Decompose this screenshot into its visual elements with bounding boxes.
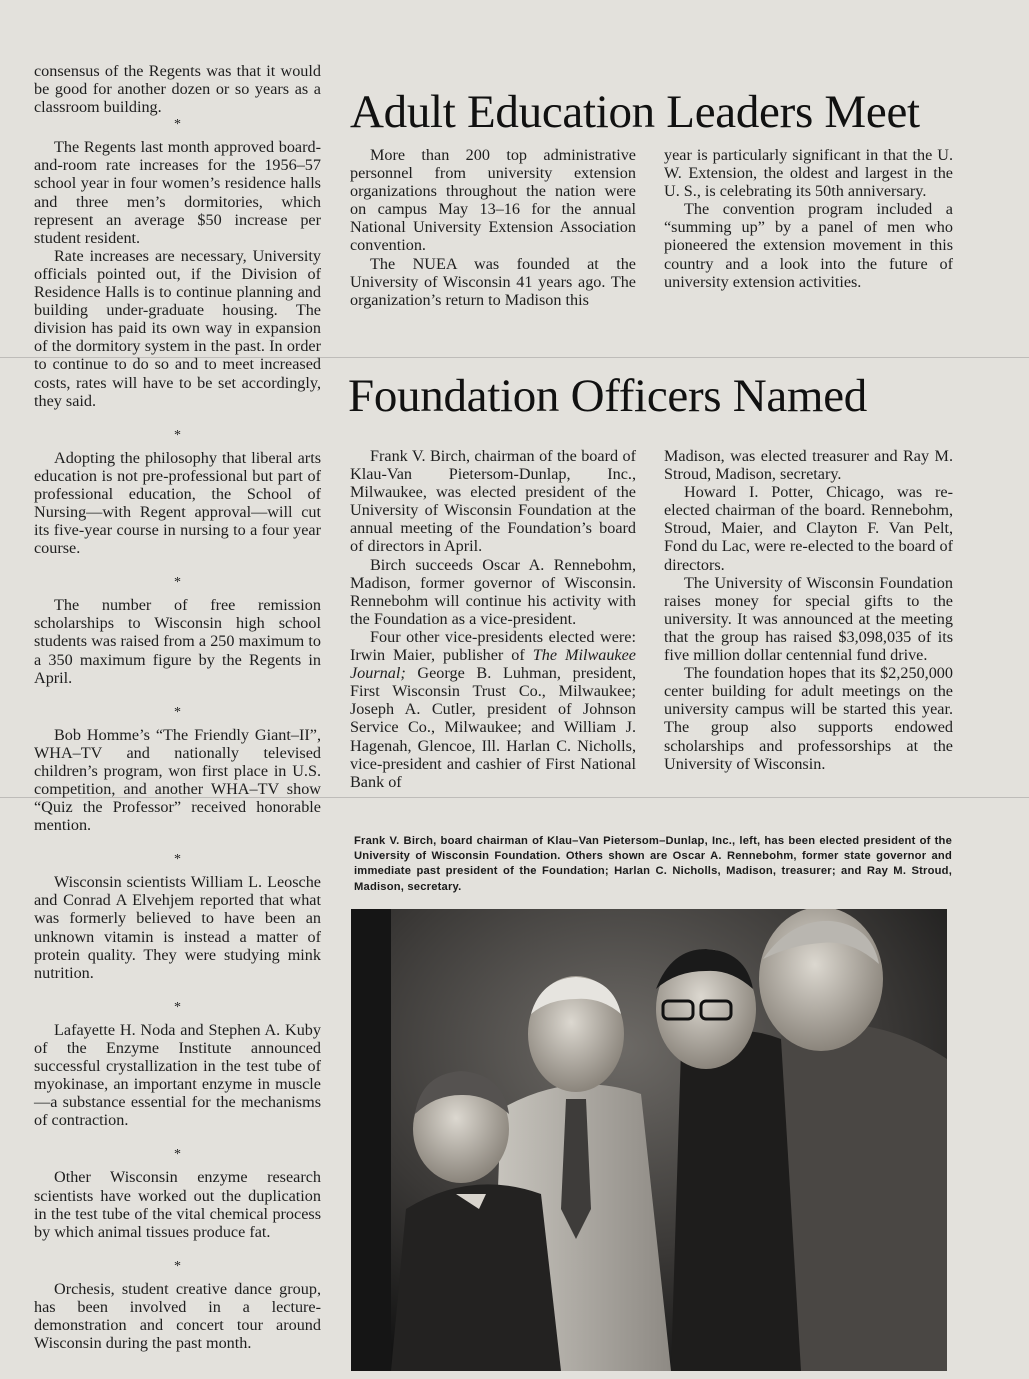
section-separator: * xyxy=(174,1147,181,1163)
news-brief: Adopting the philosophy that liberal arts education is not pre-professional but part of professional education, the School of Nursing—with Regent approval—will cut its five-year course in nursing to a four year course. xyxy=(34,448,321,558)
foundation-article-col1 xyxy=(350,447,636,791)
paragraph: The foundation hopes that its $2,250,000 center building for adult meetings on the university campus will be started this year. The group also supports endowed scholarships and professorships at the University of Wisconsin. xyxy=(664,664,953,773)
section-separator: * xyxy=(174,1258,181,1274)
paragraph: The convention program included a “summing up” by a panel of men who pioneered the extension movement in this country and a look into the future of university extension activities. xyxy=(664,200,953,291)
headline-adult-education: Adult Education Leaders Meet xyxy=(350,86,920,138)
news-brief: Orchesis, student creative dance group, has been involved in a lecture-demonstration and concert tour around Wisconsin during the past month. xyxy=(34,1279,321,1353)
paragraph: Frank V. Birch, chairman of the board of Klau-Van Pietersom-Dunlap, Inc., Milwaukee, was elected president of the University of Wisconsin Foundation at the annual meeting of the Foundation’s board of directors in April. xyxy=(350,447,636,556)
paragraph xyxy=(350,628,636,791)
foundation-article-col2 xyxy=(664,447,953,773)
news-brief: Rate increases are necessary, University officials pointed out, if the Division of Residence Halls is to continue planning and building under-graduate housing. The division has paid its own way in expansion of the dormitory system in the past. In order to continue to do so and to meet increased costs, rates will have to be set accordingly, they said. xyxy=(34,246,321,410)
paragraph: Birch succeeds Oscar A. Rennebohm, Madison, former governor of Wisconsin. Rennebohm will continue his activity with the Foundation as a vice-president. xyxy=(350,555,636,628)
news-brief: The number of free remission scholarships to Wisconsin high school students was raised from a 250 maximum to a 350 maximum figure by the Regents in April. xyxy=(34,596,321,687)
section-separator: * xyxy=(174,427,181,443)
paragraph: The NUEA was founded at the University of Wisconsin 41 years ago. The organization’s return to Madison this xyxy=(350,254,636,309)
news-brief: Wisconsin scientists William L. Leosche and Conrad A Elvehjem reported that what was formerly believed to have been an unknown vitamin is instead a matter of protein quality. They were studying mink nutrition. xyxy=(34,873,321,982)
headline-foundation-officers: Foundation Officers Named xyxy=(348,370,867,422)
news-brief: Lafayette H. Noda and Stephen A. Kuby of the Enzyme Institute announced successful crystallization in the test tube of myokinase, an important enzyme in muscle—a substance essential for the mechanisms of contraction. xyxy=(34,1020,321,1130)
text-run: Four other vice-presidents elected were: Irwin Maier, publisher of xyxy=(350,627,636,665)
section-separator: * xyxy=(174,704,181,720)
news-brief: Bob Homme’s “The Friendly Giant–II”, WHA–TV and nationally televised children’s program, won first place in U.S. competition, and another WHA–TV show “Quiz the Professor” received honorable mention. xyxy=(34,725,321,835)
news-brief: Other Wisconsin enzyme research scientists have worked out the duplication in the test tube of the vital chemical process by which animal tissues produce fat. xyxy=(34,1168,321,1241)
publication-title: The Milwaukee Journal; xyxy=(350,646,636,683)
group-photo xyxy=(351,909,947,1371)
paragraph: More than 200 top administrative personnel from university extension organizations throughout the nation were on campus May 13–16 for the annual National University Extension Association convention. xyxy=(350,146,636,255)
paragraph: year is particularly significant in that the U. W. Extension, the oldest and largest in the U. S., is celebrating its 50th anniversary. xyxy=(664,146,953,201)
news-brief: consensus of the Regents was that it would be good for another dozen or so years as a classroom building. xyxy=(34,62,321,117)
photo-illustration xyxy=(351,909,947,1371)
photo-caption: Frank V. Birch, board chairman of Klau–Van Pietersom–Dunlap, Inc., left, has been elected president of the University of Wisconsin Foundation. Others shown are Oscar A. Rennebohm, former state governor and immediate past president of the Foundation; Harlan C. Nicholls, Madison, treasurer; and Ray M. Stroud, Madison, secretary. xyxy=(354,835,952,893)
section-separator: * xyxy=(174,999,181,1015)
section-separator: * xyxy=(174,852,181,868)
adult-article-col2 xyxy=(664,146,953,291)
paragraph: The University of Wisconsin Foundation raises money for special gifts to the university. It was announced at the meeting that the group has raised $3,098,035 of its five million dollar centennial fund drive. xyxy=(664,573,953,665)
section-separator: * xyxy=(174,575,181,591)
paragraph: Madison, was elected treasurer and Ray M. Stroud, Madison, secretary. xyxy=(664,447,953,484)
section-separator: * xyxy=(174,117,181,133)
news-briefs-column xyxy=(34,62,321,1352)
adult-article-col1 xyxy=(350,146,636,309)
text-run: George B. Luhman, president, First Wisconsin Trust Co., Milwaukee; Joseph A. Cutler, president of Johnson Service Co., Milwaukee; and William J. Hagenah, Glencoe, Ill. Harlan C. Nicholls, vice-president and cashier of First National Bank of xyxy=(350,664,636,791)
news-brief: The Regents last month approved board-and-room rate increases for the 1956–57 school year in four women’s residence halls and three men’s dormitories, which represent an average $50 increase per student resident. xyxy=(34,138,321,247)
paragraph: Howard I. Potter, Chicago, was re-elected chairman of the board. Rennebohm, Stroud, Maier, and Clayton F. Van Pelt, Fond du Lac, were re-elected to the board of directors. xyxy=(664,483,953,574)
